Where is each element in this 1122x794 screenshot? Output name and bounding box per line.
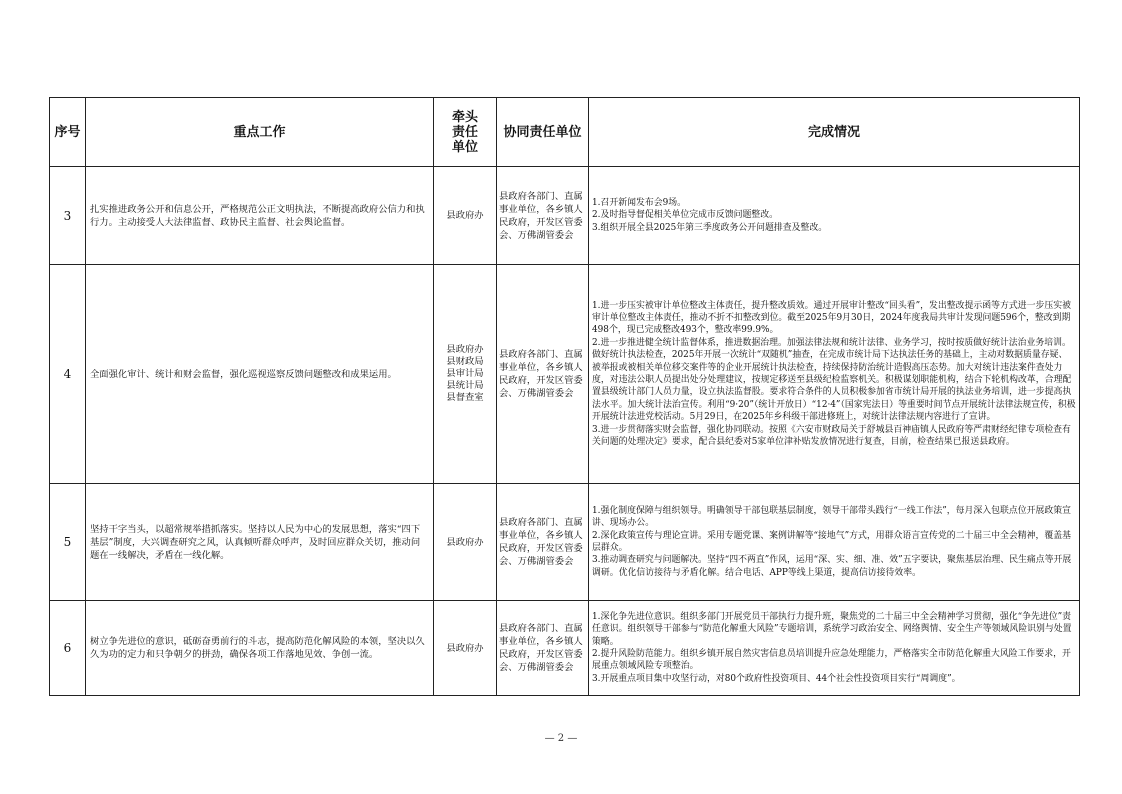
row-lead: 县政府办 bbox=[434, 484, 497, 601]
row-coop: 县政府各部门、直属事业单位，各乡镇人民政府，开发区管委会、万佛湖管委会 bbox=[497, 601, 589, 696]
row-task: 全面强化审计、统计和财会监督，强化巡视巡察反馈问题整改和成果运用。 bbox=[86, 265, 434, 484]
header-task: 重点工作 bbox=[86, 98, 434, 167]
done-item: 3.组织开展全县2025年第三季度政务公开问题排查及整改。 bbox=[592, 222, 828, 233]
row-lead bbox=[434, 265, 497, 484]
row-seq: 4 bbox=[50, 265, 86, 484]
header-coop: 协同责任单位 bbox=[497, 98, 589, 167]
done-item: 2.进一步推进健全统计监督体系，推进数据治理。加强法律法规和统计法律、业务学习，按时按质做好统计法治业务培训。做好统计执法检查，2025年开展一次统计“双随机”抽查，在完成市统计局下达执法任务的基础上，主动对数据质量存疑、被举报或被相关单位移交案件等的企业开展统计执法检查，持续保持防治统计造假高压态势。加大对统计违法案件查处力度，对违法公职人员提出处分处理建议，按规定移送至县级纪检监察机关。积极谋划职能机构，结合下轮机构改革，合理配置县级统计部门人员力量，设立执法监督股。要求符合条件的人员积极参加省市统计局开展的执法业务培训，进一步提高执法水平。加大统计法治宣传。利用“9·20”（统计开放日）“12·4”（国家宪法日）等重要时间节点开展统计法律法规宣传，积极开展统计法进党校活动。5月29日，在2025年乡科级干部进修班上，对统计法律法规内容进行了宣讲。 bbox=[592, 337, 1076, 423]
work-progress-table bbox=[49, 97, 1080, 696]
done-item: 1.深化争先进位意识。组织多部门开展党员干部执行力提升班，聚焦党的二十届三中全会精神学习贯彻，强化“争先进位”责任意识。组织领导干部参与“防范化解重大风险”专题培训，系统学习政治安全、网络舆情、安全生产等领域风险识别与处置策略。 bbox=[592, 611, 1072, 647]
table-row bbox=[50, 265, 1080, 484]
done-item: 1.进一步压实被审计单位整改主体责任，提升整改质效。通过开展审计整改“回头看”，发出整改提示函等方式进一步压实被审计单位整改主体责任，推动不折不扣整改到位。截至2025年9月30日，2024年度我局共审计发现问题596个，整改到期498个，现已完成整改493个，整改率99.9%。 bbox=[592, 300, 1072, 336]
row-done bbox=[589, 484, 1080, 601]
done-item: 2.提升风险防范能力。组织乡镇开展自然灾害信息员培训提升应急处理能力，严格落实全市防范化解重大风险工作要求，开展重点领域风险专项整治。 bbox=[592, 649, 1071, 672]
row-coop: 县政府各部门、直属事业单位，各乡镇人民政府，开发区管委会、万佛湖管委会 bbox=[497, 167, 589, 265]
row-task: 扎实推进政务公开和信息公开，严格规范公正文明执法，不断提高政府公信力和执行力。主动接受人大法律监督、政协民主监督、社会舆论监督。 bbox=[86, 167, 434, 265]
done-item: 1.强化制度保障与组织领导。明确领导干部包联基层制度，领导干部带头践行“一线工作法”，每月深入包联点位开展政策宣讲、现场办公。 bbox=[592, 505, 1072, 529]
done-item: 2.及时指导督促相关单位完成市反馈问题整改。 bbox=[592, 210, 778, 221]
row-seq: 5 bbox=[50, 484, 86, 601]
row-done bbox=[589, 167, 1080, 265]
done-item: 3.进一步贯彻落实财会监督，强化协同联动。按照《六安市财政局关于舒城县百神庙镇人民政府等严肃财经纪律专项检查有关问题的处理决定》要求，配合县纪委对5家单位津补贴发放情况进行复查，目前，检查结果已报送县政府。 bbox=[592, 424, 1071, 448]
header-row bbox=[50, 98, 1080, 167]
row-done bbox=[589, 265, 1080, 484]
row-seq: 6 bbox=[50, 601, 86, 696]
header-lead-text: 牵头责任单位 bbox=[451, 109, 478, 155]
row-task: 树立争先进位的意识，砥砺奋勇前行的斗志，提高防范化解风险的本领，坚决以久久为功的定力和只争朝夕的拼劲，确保各项工作落地见效、争创一流。 bbox=[86, 601, 434, 696]
row-task: 坚持干字当头，以超常规举措抓落实。坚持以人民为中心的发展思想，落实“四下基层”制度，大兴调查研究之风，认真倾听群众呼声，及时回应群众关切，推动问题在一线解决，矛盾在一线化解。 bbox=[86, 484, 434, 601]
row-seq: 3 bbox=[50, 167, 86, 265]
header-seq: 序号 bbox=[50, 98, 86, 167]
table-row bbox=[50, 167, 1080, 265]
row-lead: 县政府办 bbox=[434, 601, 497, 696]
row-lead: 县政府办 bbox=[434, 167, 497, 265]
done-item: 1.召开新闻发布会9场。 bbox=[592, 197, 686, 208]
row-coop: 县政府各部门、直属事业单位，各乡镇人民政府，开发区管委会、万佛湖管委会 bbox=[497, 484, 589, 601]
table-row bbox=[50, 601, 1080, 696]
done-item: 3.推动调查研究与问题解决。坚持“四不两直”作风，运用“深、实、细、准、效”五字要诀，聚焦基层治理、民生痛点等开展调研。优化信访接待与矛盾化解。结合电话、APP等线上渠道，提高信访接待效率。 bbox=[592, 555, 1072, 578]
page-number: — 2 — bbox=[544, 733, 578, 744]
table-row bbox=[50, 484, 1080, 601]
done-item: 2.深化政策宣传与理论宣讲。采用专题党课、案例讲解等“接地气”方式，用群众语言宣传党的二十届三中全会精神，覆盖基层群众。 bbox=[592, 530, 1072, 553]
header-done: 完成情况 bbox=[589, 98, 1080, 167]
done-item: 3.开展重点项目集中攻坚行动，对80个政府性投资项目、44个社会性投资项目实行“周调度”。 bbox=[592, 673, 961, 684]
row-coop: 县政府各部门、直属事业单位，各乡镇人民政府，开发区管委会、万佛湖管委会 bbox=[497, 265, 589, 484]
header-lead bbox=[434, 98, 497, 167]
row-done bbox=[589, 601, 1080, 696]
row-lead-text: 县政府办县财政局县审计局县统计局县督查室 bbox=[446, 344, 484, 403]
